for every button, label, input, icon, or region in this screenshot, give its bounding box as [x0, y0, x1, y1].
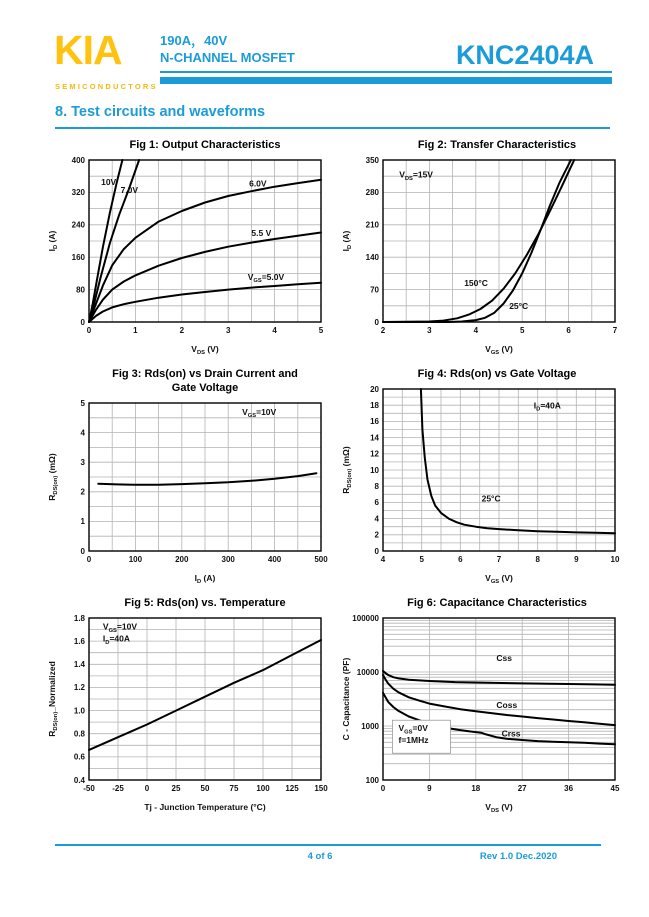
- y-tick-label: 0.8: [73, 729, 85, 739]
- curve-label-css: Css: [496, 652, 512, 663]
- curve-rdson-vs-id: [98, 473, 316, 485]
- curve-css: [383, 671, 615, 685]
- x-tick-label: 2: [380, 325, 386, 335]
- figure-1-title: Fig 1: Output Characteristics: [129, 139, 281, 151]
- x-tick-label: 4: [380, 554, 386, 564]
- x-axis-label: $I_D$ (A): [194, 572, 216, 584]
- y-axis-label: C - Capacitance (PF): [341, 657, 351, 741]
- revision-label: Rev 1.0 Dec.2020: [479, 851, 557, 862]
- x-axis-label: $V_{DS}$ (V): [191, 343, 219, 355]
- y-tick-label: 140: [365, 252, 379, 262]
- x-tick-label: -25: [112, 783, 124, 793]
- x-tick-label: 27: [517, 783, 527, 793]
- figure-3-rdson-vs-drain-current: [45, 368, 339, 597]
- y-tick-label: 14: [370, 433, 379, 443]
- header-divider-thick: [160, 77, 612, 84]
- figure-3-title-line2: Gate Voltage: [171, 381, 239, 394]
- x-tick-label: 45: [610, 783, 620, 793]
- y-tick-label: 1.8: [73, 613, 85, 623]
- y-tick-label: 0: [374, 546, 379, 556]
- figure-1-output-characteristics: [45, 139, 339, 368]
- section-title: 8. Test circuits and waveforms: [55, 104, 266, 120]
- y-tick-label: 4: [80, 427, 85, 437]
- y-tick-label: 400: [71, 155, 85, 165]
- x-tick-label: 0: [144, 783, 150, 793]
- figure-5-title: Fig 5: Rds(on) vs. Temperature: [124, 597, 286, 609]
- figure-6-capacitance-characteristics: [339, 597, 629, 826]
- grid-lines: [383, 389, 615, 551]
- y-tick-label: 0: [80, 317, 85, 327]
- x-tick-label: 5: [419, 554, 424, 564]
- grid-lines: [383, 618, 615, 780]
- annotation-text: $V_{GS}=10V$: [102, 621, 138, 634]
- product-type: N-CHANNEL MOSFET: [160, 50, 295, 65]
- x-tick-label: 4: [473, 325, 479, 335]
- section-underline: [55, 127, 610, 129]
- y-tick-label: 10000: [356, 667, 379, 677]
- x-axis-label: Tj - Junction Temperature (°C): [144, 801, 266, 812]
- y-tick-label: 1000: [361, 721, 379, 731]
- y-tick-label: 16: [370, 416, 379, 426]
- curves: [98, 473, 316, 485]
- y-tick-label: 0.4: [73, 775, 85, 785]
- part-number: KNC2404A: [455, 40, 594, 70]
- x-tick-label: 100: [128, 554, 143, 564]
- annotation-text: f=1MHz: [398, 734, 429, 745]
- curve-label-vgs-6v: 6.0V: [249, 178, 267, 189]
- y-tick-label: 0: [374, 317, 379, 327]
- x-tick-label: 25: [171, 783, 181, 793]
- curve-label-vgs-7v: 7.0V: [120, 184, 139, 195]
- figure-4-title: Fig 4: Rds(on) vs Gate Voltage: [417, 368, 577, 380]
- grid-lines: [383, 160, 615, 322]
- x-tick-label: 10: [610, 554, 620, 564]
- y-tick-label: 1: [80, 516, 85, 526]
- fig2-plot: [339, 153, 624, 355]
- x-tick-label: 125: [285, 783, 299, 793]
- y-tick-label: 6: [374, 497, 379, 507]
- y-tick-label: 18: [370, 400, 379, 410]
- y-axis-label: $I_D$ (A): [341, 230, 354, 252]
- curve-label-150c: 150°C: [464, 277, 488, 288]
- x-tick-label: 8: [535, 554, 540, 564]
- figure-5-rdson-vs-temperature: [45, 597, 339, 826]
- y-tick-label: 5: [80, 398, 85, 408]
- y-tick-label: 3: [80, 457, 85, 467]
- y-axis-label: $R_{DS(on)}$ (mΩ): [341, 446, 354, 494]
- logo-subtext: SEMICONDUCTORS: [55, 82, 158, 91]
- y-tick-label: 12: [370, 449, 379, 459]
- y-tick-label: 1.4: [73, 659, 85, 669]
- annotation-text: $V_{GS}=0V$: [398, 722, 428, 736]
- header-divider-thin: [160, 71, 612, 73]
- annotation-text: 25°C: [481, 493, 501, 504]
- curve-label-vgs-10v: 10V: [101, 176, 117, 187]
- x-tick-label: 0: [86, 325, 92, 335]
- curve-label-crss: Crss: [501, 728, 521, 739]
- x-tick-label: 1: [133, 325, 138, 335]
- x-tick-label: 6: [566, 325, 571, 335]
- y-tick-label: 1.2: [73, 682, 85, 692]
- annotation-text: $I_D=40A$: [102, 633, 131, 646]
- y-tick-label: 240: [71, 220, 85, 230]
- y-tick-label: 2: [374, 530, 379, 540]
- x-tick-label: 0: [86, 554, 92, 564]
- fig6-plot: [339, 611, 624, 813]
- annotation-text: $V_{GS}=10V$: [242, 406, 277, 419]
- x-tick-label: 400: [267, 554, 282, 564]
- y-tick-label: 350: [365, 155, 379, 165]
- x-tick-label: 9: [427, 783, 432, 793]
- x-tick-label: 50: [200, 783, 210, 793]
- x-axis-label: $V_{GS}$ (V): [485, 343, 513, 355]
- kia-logo: KIA: [54, 27, 122, 73]
- x-tick-label: 150: [314, 783, 328, 793]
- y-tick-label: 0: [80, 546, 85, 556]
- y-tick-label: 80: [76, 285, 85, 295]
- x-axis-label: $V_{GS}$ (V): [485, 572, 513, 584]
- y-tick-label: 20: [370, 384, 379, 394]
- figure-3-title: Fig 3: Rds(on) vs Drain Current and: [112, 368, 298, 380]
- curve-label-25c: 25°C: [509, 300, 529, 311]
- y-tick-label: 4: [374, 514, 379, 524]
- product-spec: 190A，40V: [160, 33, 228, 48]
- fig3-plot: [45, 396, 330, 584]
- fig1-plot: [45, 153, 330, 355]
- annotation-text: $V_{DS}=15V$: [399, 169, 433, 182]
- x-tick-label: 300: [221, 554, 235, 564]
- x-tick-label: 500: [314, 554, 328, 564]
- plot-border: [383, 618, 615, 780]
- page-indicator: 4 of 6: [307, 851, 333, 862]
- fig4-plot: [339, 382, 624, 584]
- x-tick-label: 6: [458, 554, 463, 564]
- y-axis-label: $I_D$ (A): [47, 230, 60, 252]
- x-tick-label: 75: [229, 783, 239, 793]
- y-tick-label: 0.6: [73, 752, 85, 762]
- curve-label-vgs-5_5v: 5.5 V: [251, 227, 272, 238]
- x-tick-label: 5: [318, 325, 324, 335]
- figures-grid: [45, 139, 629, 826]
- y-axis-label: $R_{DS(on)}$ (mΩ): [47, 452, 60, 501]
- y-tick-label: 1.0: [73, 706, 85, 716]
- x-tick-label: 0: [380, 783, 386, 793]
- y-tick-label: 10: [370, 465, 379, 475]
- x-tick-label: -50: [83, 783, 95, 793]
- y-tick-label: 280: [365, 187, 379, 197]
- y-tick-label: 100000: [352, 613, 379, 623]
- x-axis-label: $V_{DS}$ (V): [485, 801, 513, 813]
- x-tick-label: 100: [256, 783, 270, 793]
- x-tick-label: 3: [225, 325, 231, 335]
- x-tick-label: 4: [272, 325, 277, 335]
- y-tick-label: 8: [374, 481, 379, 491]
- y-tick-label: 160: [71, 252, 85, 262]
- fig5-plot: [45, 611, 330, 813]
- x-tick-label: 200: [175, 554, 189, 564]
- x-tick-label: 7: [612, 325, 618, 335]
- figure-2-title: Fig 2: Transfer Characteristics: [417, 139, 577, 151]
- curve-label-coss: Coss: [496, 699, 518, 710]
- x-tick-label: 3: [427, 325, 432, 335]
- x-tick-label: 18: [471, 783, 481, 793]
- footer-divider: [55, 844, 601, 846]
- x-tick-label: 9: [574, 554, 579, 564]
- x-tick-label: 36: [564, 783, 574, 793]
- curve-label-vgs-5v: $V_{GS}=5.0V$: [247, 271, 285, 284]
- figure-6-title: Fig 6: Capacitance Characteristics: [407, 597, 587, 609]
- figure-2-transfer-characteristics: [339, 139, 629, 368]
- figure-4-rdson-vs-gate-voltage: [339, 368, 629, 597]
- x-tick-label: 2: [179, 325, 185, 335]
- y-tick-label: 320: [71, 187, 85, 197]
- y-tick-label: 100: [365, 775, 379, 785]
- x-tick-label: 5: [519, 325, 525, 335]
- y-axis-label: $R_{DS(on)}\_Normalized$: [47, 660, 60, 737]
- annotation-text: $I_D=40A$: [533, 400, 561, 413]
- y-tick-label: 70: [370, 285, 379, 295]
- y-tick-label: 2: [80, 487, 85, 497]
- y-tick-label: 1.6: [73, 636, 85, 646]
- x-tick-label: 7: [496, 554, 502, 564]
- y-tick-label: 210: [365, 220, 379, 230]
